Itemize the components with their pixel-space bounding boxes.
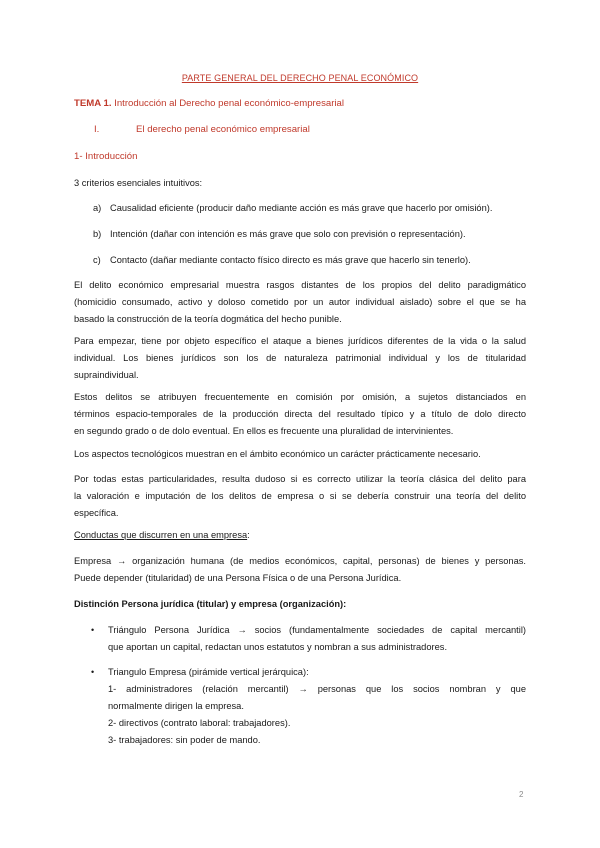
paragraph: Para empezar, tiene por objeto específico el ataque a bienes jurídicos diferentes de la vida o la salud individual. Los bienes jurídicos son los de naturaleza patrimonial individual y los de titularidad supraindividual. xyxy=(74,336,526,380)
criterion-text: Intención (dañar con intención es más grave que solo con previsión o representación). xyxy=(110,229,466,239)
paragraph: Estos delitos se atribuyen frecuentemente en comisión por omisión, a sujetos distanciados en términos espacio-temporales de la producción directa del resultado típico y a título de dolo directo en segundo grado o de dolo eventual. En ellos es frecuente una pluralidad de intervinientes. xyxy=(74,392,526,436)
criteria-intro: 3 criterios esenciales intuitivos: xyxy=(74,178,203,188)
section-title: El derecho penal económico empresarial xyxy=(136,124,310,135)
tema-prefix: TEMA 1. xyxy=(74,98,112,109)
distincion-heading: Distinción Persona jurídica (titular) y empresa (organización): xyxy=(74,599,347,609)
bullet-item: Triangulo Empresa (pirámide vertical jerárquica): 1- administradores (relación mercantil) → personas que los socios nombran y que normalmente dirigen la empresa. 2- directivos (contrato laboral: trabajadores). 3- trabajadores: sin poder de mando. xyxy=(108,667,526,745)
bullet-icon: • xyxy=(91,625,95,635)
criterion-letter: b) xyxy=(93,229,102,239)
criterion-letter: c) xyxy=(93,255,101,265)
section-number: I. xyxy=(94,124,100,135)
page-number: 2 xyxy=(519,790,524,799)
paragraph: El delito económico empresarial muestra rasgos distantes de los propios del delito paradigmático (homicidio consumado, activo y doloso cometido por un autor individual aislado) sobre el que se ha basado la construcción de la teoría dogmática del hecho punible. xyxy=(74,280,526,324)
conductas-heading: Conductas que discurren en una empresa: xyxy=(74,530,250,540)
empresa-definition: Empresa → organización humana (de medios económicos, capital, personas) de bienes y personas. Puede depender (titularidad) de una Persona Física o de una Persona Jurídica. xyxy=(74,556,526,583)
tema-title: Introducción al Derecho penal económico-empresarial xyxy=(114,98,345,109)
criterion-text: Contacto (dañar mediante contacto físico directo es más grave que hacerlo sin tenerlo). xyxy=(110,255,471,265)
criterion-text: Causalidad eficiente (producir daño mediante acción es más grave que hacerlo por omisión). xyxy=(110,203,493,213)
criterion-letter: a) xyxy=(93,203,102,213)
paragraph: Los aspectos tecnológicos muestran en el ámbito económico un carácter prácticamente necesario. xyxy=(74,449,481,459)
subsection-heading: 1- Introducción xyxy=(74,151,138,162)
tema-heading xyxy=(74,98,344,109)
document-title: PARTE GENERAL DEL DERECHO PENAL ECONÓMICO xyxy=(181,73,419,83)
bullet-icon: • xyxy=(91,667,95,677)
bullet-item: Triángulo Persona Jurídica → socios (fundamentalmente sociedades de capital mercantil) que aportan un capital, redactan unos estatutos y nombran a sus administradores. xyxy=(108,625,526,652)
paragraph: Por todas estas particularidades, resulta dudoso si es correcto utilizar la teoría clásica del delito para la valoración e imputación de los delitos de empresa o si se debería construir una teoría del delito específica. xyxy=(74,474,526,518)
